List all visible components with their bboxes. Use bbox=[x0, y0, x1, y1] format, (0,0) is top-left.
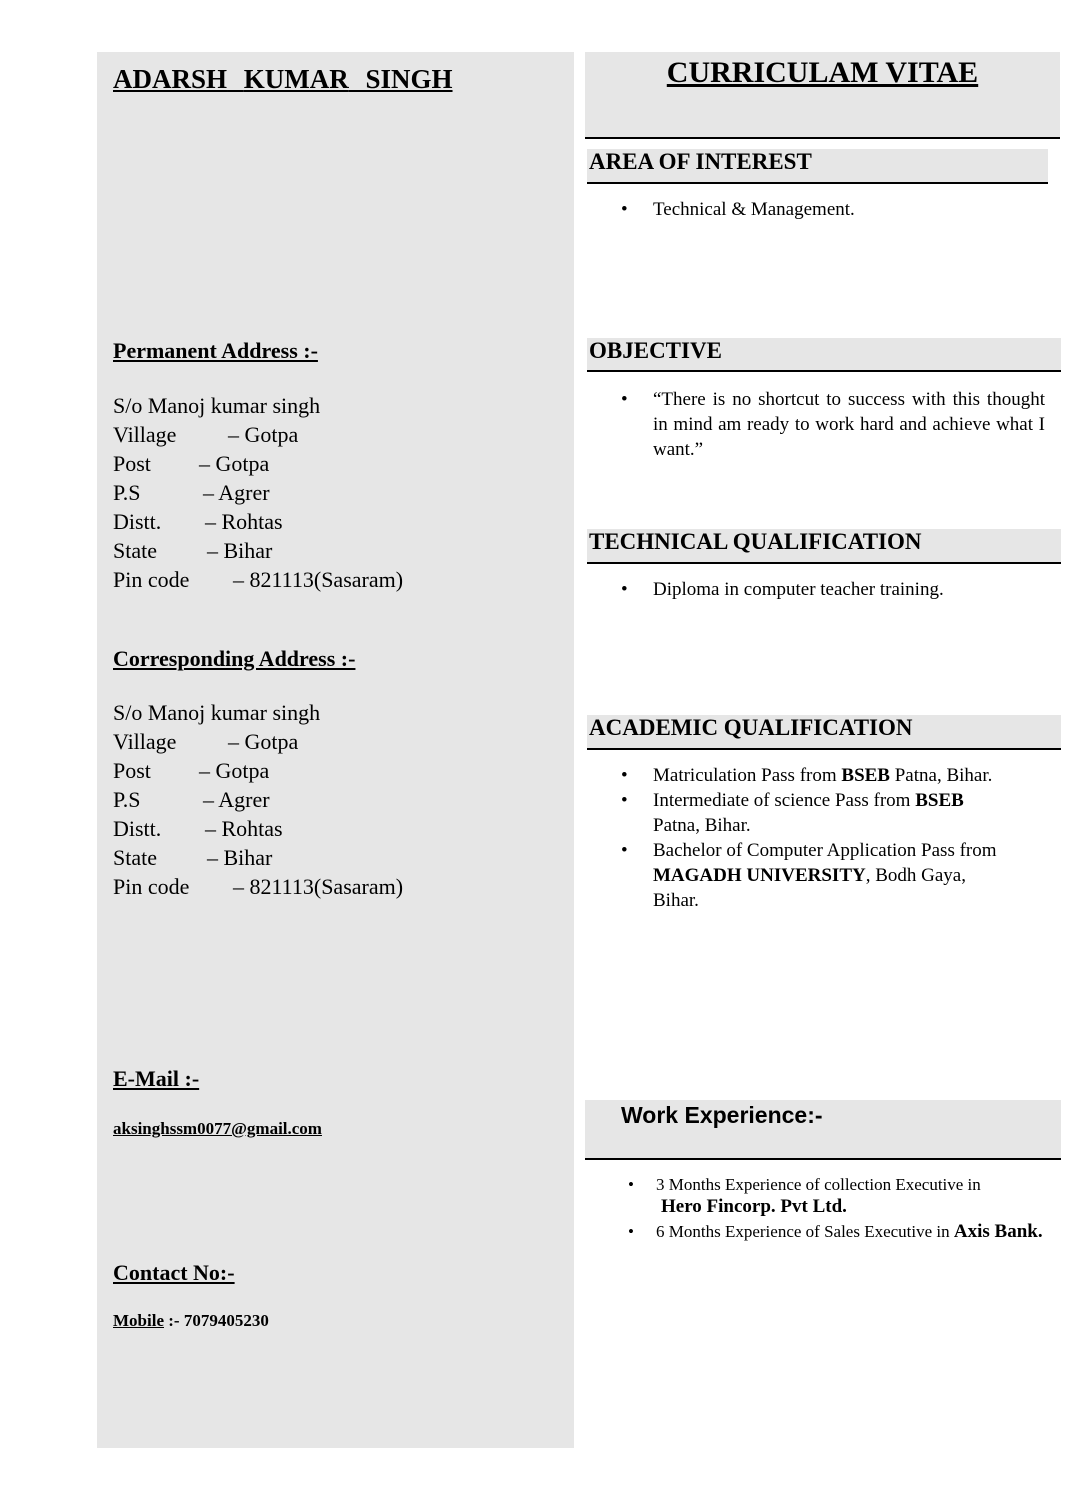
address-row: Distt. – Rohtas bbox=[113, 816, 283, 841]
permanent-address-heading: Permanent Address :- bbox=[113, 338, 318, 363]
objective-heading: OBJECTIVE bbox=[587, 338, 1061, 372]
address-row: Post – Gotpa bbox=[113, 758, 270, 783]
name-last: SINGH bbox=[365, 64, 453, 94]
name-first: ADARSH bbox=[113, 64, 228, 94]
address-row: P.S – Agrer bbox=[113, 480, 270, 505]
candidate-name bbox=[113, 64, 453, 95]
academic-qualification-list bbox=[587, 763, 1007, 913]
address-so: S/o Manoj kumar singh bbox=[113, 393, 321, 418]
cv-title: CURRICULAM VITAE bbox=[666, 56, 979, 89]
work-experience-heading: Work Experience:- bbox=[621, 1102, 823, 1128]
list-item: • 6 Months Experience of Sales Executive in Axis Bank. bbox=[587, 1221, 1047, 1243]
name-middle: KUMAR bbox=[243, 64, 349, 94]
mobile-line bbox=[113, 1311, 269, 1331]
email-link[interactable]: aksinghssm0077@gmail.com bbox=[113, 1119, 322, 1138]
list-item: • Matriculation Pass from BSEB Patna, Bihar. bbox=[587, 763, 1007, 788]
address-row: Village – Gotpa bbox=[113, 422, 299, 447]
address-row: P.S – Agrer bbox=[113, 787, 270, 812]
address-row: State – Bihar bbox=[113, 538, 273, 563]
contact-heading: Contact No:- bbox=[113, 1260, 235, 1285]
corresponding-address-heading: Corresponding Address :- bbox=[113, 646, 356, 671]
cv-header bbox=[585, 52, 1060, 139]
address-so: S/o Manoj kumar singh bbox=[113, 700, 321, 725]
area-of-interest-list bbox=[587, 197, 1045, 222]
address-row: Pin code – 821113(Sasaram) bbox=[113, 874, 404, 899]
list-item: • Diploma in computer teacher training. bbox=[587, 577, 1045, 602]
address-row: Village – Gotpa bbox=[113, 729, 299, 754]
mobile-value: :- 7079405230 bbox=[168, 1311, 269, 1330]
corresponding-address bbox=[113, 698, 403, 901]
permanent-address bbox=[113, 391, 403, 594]
technical-qualification-heading: TECHNICAL QUALIFICATION bbox=[587, 529, 1061, 564]
list-item: • Technical & Management. bbox=[587, 197, 1045, 222]
objective-list bbox=[587, 387, 1045, 462]
address-row: Pin code – 821113(Sasaram) bbox=[113, 567, 404, 592]
address-row: Post – Gotpa bbox=[113, 451, 270, 476]
work-experience-list bbox=[587, 1174, 1047, 1243]
list-item: • 3 Months Experience of collection Executive in Hero Fincorp. Pvt Ltd. bbox=[587, 1174, 1047, 1218]
area-of-interest-heading: AREA OF INTEREST bbox=[587, 149, 1048, 184]
technical-qualification-list bbox=[587, 577, 1045, 602]
email-heading: E-Mail :- bbox=[113, 1066, 200, 1091]
mobile-label: Mobile bbox=[113, 1311, 164, 1330]
work-experience-header bbox=[585, 1100, 1061, 1160]
list-item: • “There is no shortcut to success with this thought in mind am ready to work hard and achieve what I want.” bbox=[587, 387, 1045, 462]
list-item: • Bachelor of Computer Application Pass from MAGADH UNIVERSITY, Bodh Gaya, Bihar. bbox=[587, 838, 1007, 913]
list-item: • Intermediate of science Pass from BSEB Patna, Bihar. bbox=[587, 788, 1007, 838]
address-row: Distt. – Rohtas bbox=[113, 509, 283, 534]
address-row: State – Bihar bbox=[113, 845, 273, 870]
academic-qualification-heading: ACADEMIC QUALIFICATION bbox=[587, 715, 1061, 750]
